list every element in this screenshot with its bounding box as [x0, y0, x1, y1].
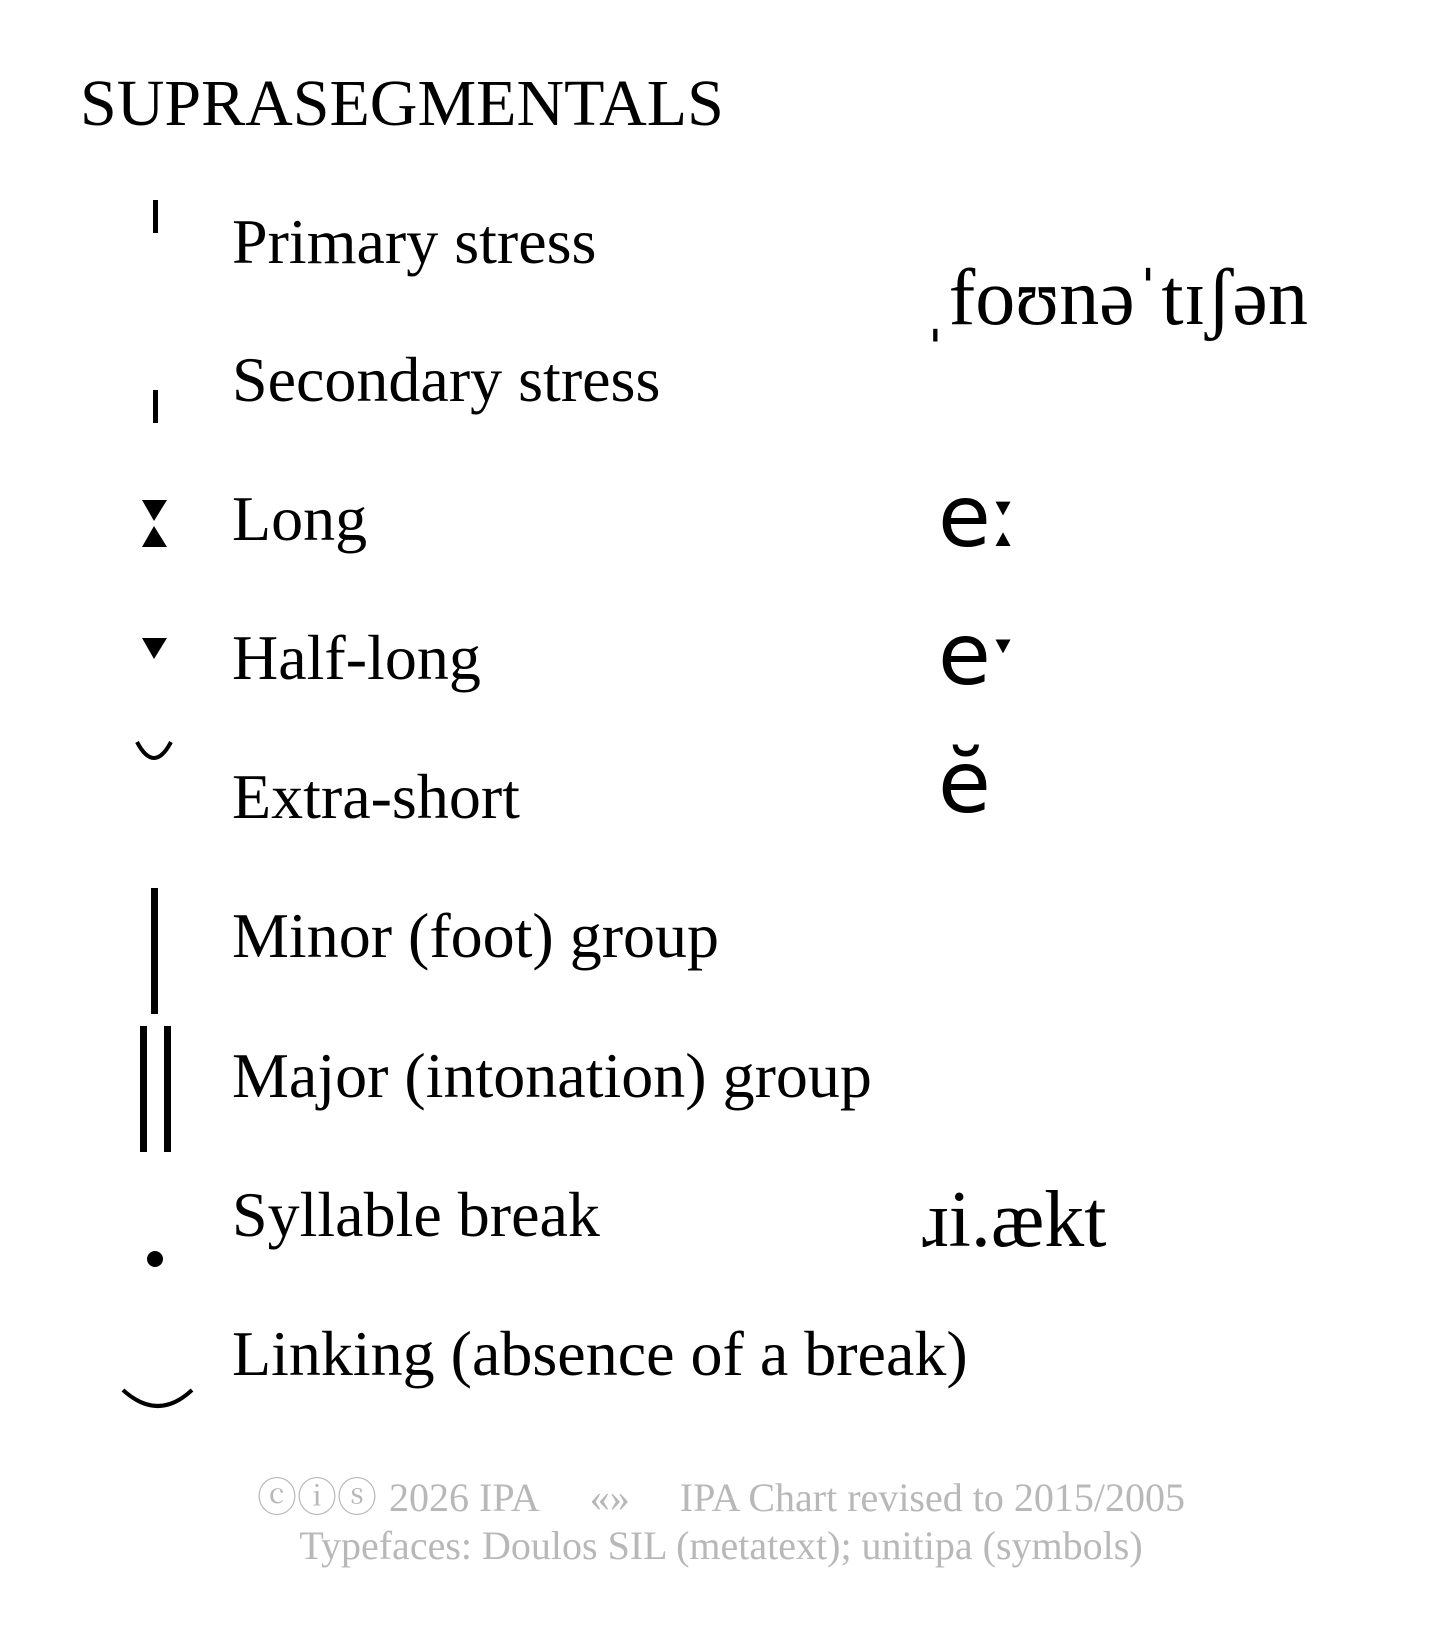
major-group-double-bar-icon: [126, 1016, 186, 1156]
long-mark-icon: [126, 490, 186, 630]
page-title: SUPRASEGMENTALS: [80, 67, 724, 140]
example-stress: ˌfoʊnəˈtɪʃən: [922, 254, 1308, 342]
row-label-half-long: Half-long: [232, 622, 481, 693]
license-icons: [257, 1475, 540, 1520]
extra-short-mark-icon: [126, 732, 186, 872]
footer-line-1: [0, 1475, 1442, 1520]
primary-stress-mark-icon: [126, 190, 186, 330]
revision-text: IPA Chart revised to 2015/2005: [679, 1475, 1185, 1520]
row-label-syllable-break: Syllable break: [232, 1179, 600, 1250]
example-long: eː: [938, 467, 1020, 567]
row-label-minor-group: Minor (foot) group: [232, 900, 720, 971]
example-extra-short: ĕ: [938, 733, 991, 833]
row-label-secondary-stress: Secondary stress: [232, 344, 661, 415]
copyright-text: 2026 IPA: [389, 1475, 540, 1520]
row-label-major-group: Major (intonation) group: [232, 1040, 872, 1111]
footer-separator: «»: [589, 1475, 630, 1520]
row-label-primary-stress: Primary stress: [232, 206, 597, 277]
row-label-extra-short: Extra-short: [232, 761, 520, 832]
example-syllable-break: ɹi.ækt: [922, 1176, 1107, 1264]
minor-group-bar-icon: [126, 878, 186, 1018]
syllable-break-dot-icon: [126, 1240, 186, 1380]
row-label-linking: Linking (absence of a break): [232, 1318, 968, 1389]
footer-typefaces: Typefaces: Doulos SIL (metatext); unitipa (symbols): [299, 1523, 1143, 1568]
example-half-long: eˑ: [938, 605, 1020, 705]
row-label-long: Long: [232, 483, 368, 554]
cc-license-icon: ⓒⓘⓢ: [257, 1475, 378, 1520]
